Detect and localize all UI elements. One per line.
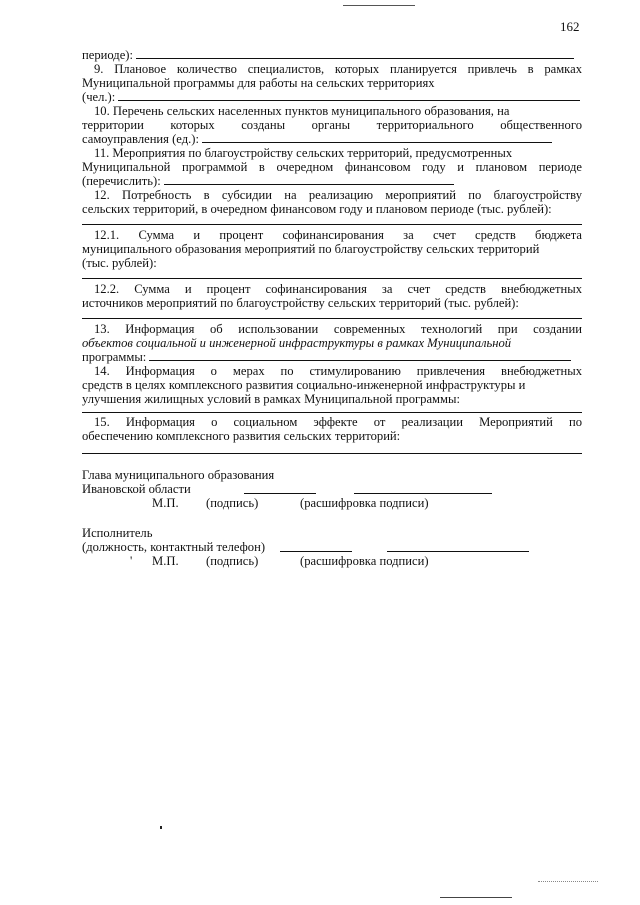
item-9-line1: 9. Плановое количество специалистов, которых планируется привлечь в рамках bbox=[94, 62, 582, 76]
page-number: 162 bbox=[560, 19, 580, 34]
answer-line bbox=[202, 132, 552, 143]
answer-line bbox=[82, 453, 582, 454]
answer-line bbox=[149, 350, 571, 361]
item-12-1-line1: 12.1. Сумма и процент софинансирования за счет средств бюджета bbox=[94, 228, 582, 242]
answer-line bbox=[136, 48, 574, 59]
scan-artifact-bottom-right bbox=[538, 881, 598, 882]
answer-line bbox=[164, 174, 454, 185]
executor-signature-block bbox=[82, 526, 582, 568]
item-10-line3: самоуправления (ед.): bbox=[82, 132, 582, 146]
item-13-line3: программы: bbox=[82, 350, 582, 364]
tick-mark: ' bbox=[130, 554, 133, 568]
item-13-line1: 13. Информация об использовании современных технологий при создании bbox=[94, 322, 582, 336]
sign-label: (подпись) bbox=[206, 554, 259, 568]
head-signature-block bbox=[82, 468, 582, 510]
item-15-line1: 15. Информация о социальном эффекте от реализации Мероприятий по bbox=[94, 415, 582, 429]
decode-line bbox=[387, 551, 529, 552]
item-13-line2: объектов социальной и инженерной инфраструктуры в рамках Муниципальной bbox=[82, 336, 512, 350]
executor-title: Исполнитель bbox=[82, 526, 153, 540]
item-9-line2: Муниципальной программы для работы на сельских территориях bbox=[82, 76, 435, 90]
head-title: Глава муниципального образования bbox=[82, 468, 275, 482]
item-12-1-line2: муниципального образования мероприятий по благоустройству сельских территорий bbox=[82, 242, 540, 256]
item-12-2-line2: источников мероприятий по благоустройству сельских территорий (тыс. рублей): bbox=[82, 296, 519, 310]
item-9-line3: (чел.): bbox=[82, 90, 582, 104]
scan-artifact-top bbox=[343, 5, 415, 6]
item-15-line2: обеспечению комплексного развития сельских территорий: bbox=[82, 429, 401, 443]
item-14-line3: улучшения жилищных условий в рамках Муниципальной программы: bbox=[82, 392, 460, 406]
item-11-line3: (перечислить): bbox=[82, 174, 582, 188]
item-14-line1: 14. Информация о мерах по стимулированию привлечения внебюджетных bbox=[94, 364, 582, 378]
sign-label: (подпись) bbox=[206, 496, 259, 510]
signature-line bbox=[280, 551, 352, 552]
decode-label: (расшифровка подписи) bbox=[300, 554, 429, 568]
scan-artifact-bottom bbox=[440, 897, 512, 898]
item-8-tail: периоде): bbox=[82, 48, 582, 62]
stamp-label: М.П. bbox=[152, 496, 179, 510]
item-12-line2: сельских территорий, в очередном финансовом году и плановом периоде (тыс. рублей): bbox=[82, 202, 552, 216]
scan-speck bbox=[160, 826, 162, 829]
decode-label: (расшифровка подписи) bbox=[300, 496, 429, 510]
signature-line bbox=[244, 493, 316, 494]
item-10-line2: территории которых созданы органы территориального общественного bbox=[82, 118, 582, 132]
item-12-2-line1: 12.2. Сумма и процент софинансирования за счет средств внебюджетных bbox=[94, 282, 582, 296]
item-11-line2: Муниципальной программой в очередном финансовом году и плановом периоде bbox=[82, 160, 582, 174]
stamp-label: М.П. bbox=[152, 554, 179, 568]
head-region: Ивановской области bbox=[82, 482, 191, 496]
executor-position: (должность, контактный телефон) bbox=[82, 540, 266, 554]
answer-line bbox=[118, 90, 580, 101]
decode-line bbox=[354, 493, 492, 494]
item-12-1-line3: (тыс. рублей): bbox=[82, 256, 157, 270]
item-12-line1: 12. Потребность в субсидии на реализацию мероприятий по благоустройству bbox=[94, 188, 582, 202]
item-11-line1: 11. Мероприятия по благоустройству сельских территорий, предусмотренных bbox=[94, 146, 513, 160]
form-body bbox=[82, 48, 582, 568]
item-14-line2: средств в целях комплексного развития социально-инженерной инфраструктуры и bbox=[82, 378, 526, 392]
item-10-line1: 10. Перечень сельских населенных пунктов муниципального образования, на bbox=[94, 104, 510, 118]
